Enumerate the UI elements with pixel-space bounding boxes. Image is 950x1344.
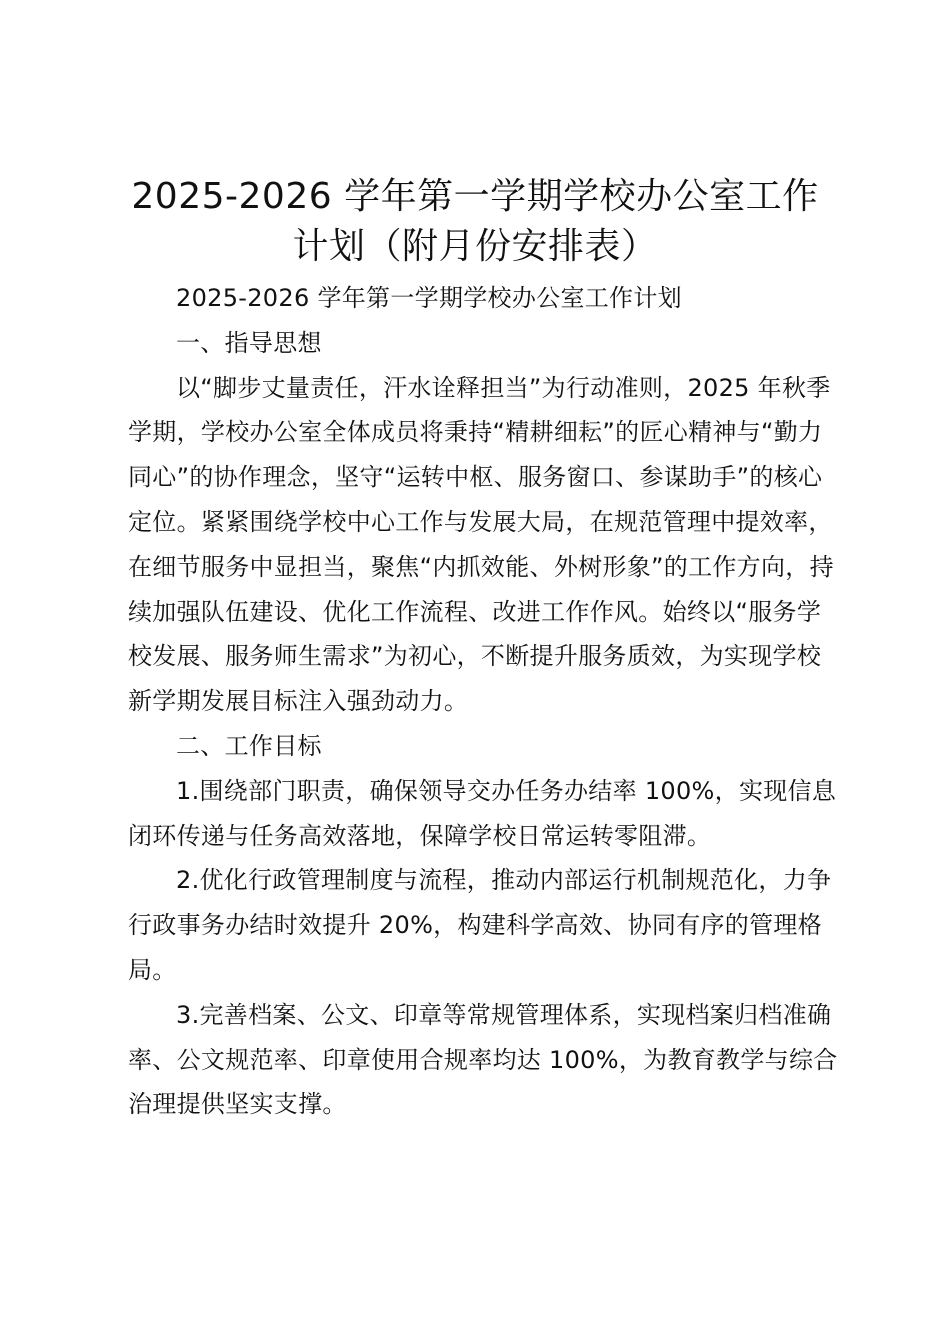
goal-item-2: 2.优化行政管理制度与流程，推动内部运行机制规范化，力争行政事务办结时效提升 20%，构建科学高效、协同有序的管理格局。 — [128, 866, 832, 984]
document-body — [128, 276, 840, 1127]
section-heading-work-goals: 二、工作目标 — [176, 731, 322, 760]
document-title: 2025-2026 学年第一学期学校办公室工作计划（附月份安排表） — [131, 176, 819, 267]
section-heading-guiding-ideology: 一、指导思想 — [176, 328, 322, 357]
subtitle-paragraph: 2025-2026 学年第一学期学校办公室工作计划 — [176, 284, 682, 312]
goal-item-3: 3.完善档案、公文、印章等常规管理体系，实现档案归档准确率、公文规范率、印章使用合规率均达 100%，为教育教学与综合治理提供坚实支撑。 — [128, 1000, 838, 1119]
goal-item-1: 1.围绕部门职责，确保领导交办任务办结率 100%，实现信息闭环传递与任务高效落地，保障学校日常运转零阻滞。 — [128, 776, 837, 850]
body-paragraph: 以“脚步丈量责任，汗水诠释担当”为行动准则，2025 年秋季学期，学校办公室全体成员将秉持“精耕细耘”的匠心精神与“勤力同心”的协作理念，坚守“运转中枢、服务窗口、参谋助手”的核心定位。紧紧围绕学校中心工作与发展大局，在规范管理中提效率，在细节服务中显担当，聚焦“内抓效能、外树形象”的工作方向，持续加强队伍建设、优化工作流程、改进工作作风。始终以“服务学校发展、服务师生需求”为初心，不断提升服务质效，为实现学校新学期发展目标注入强劲动力。 — [128, 373, 834, 716]
